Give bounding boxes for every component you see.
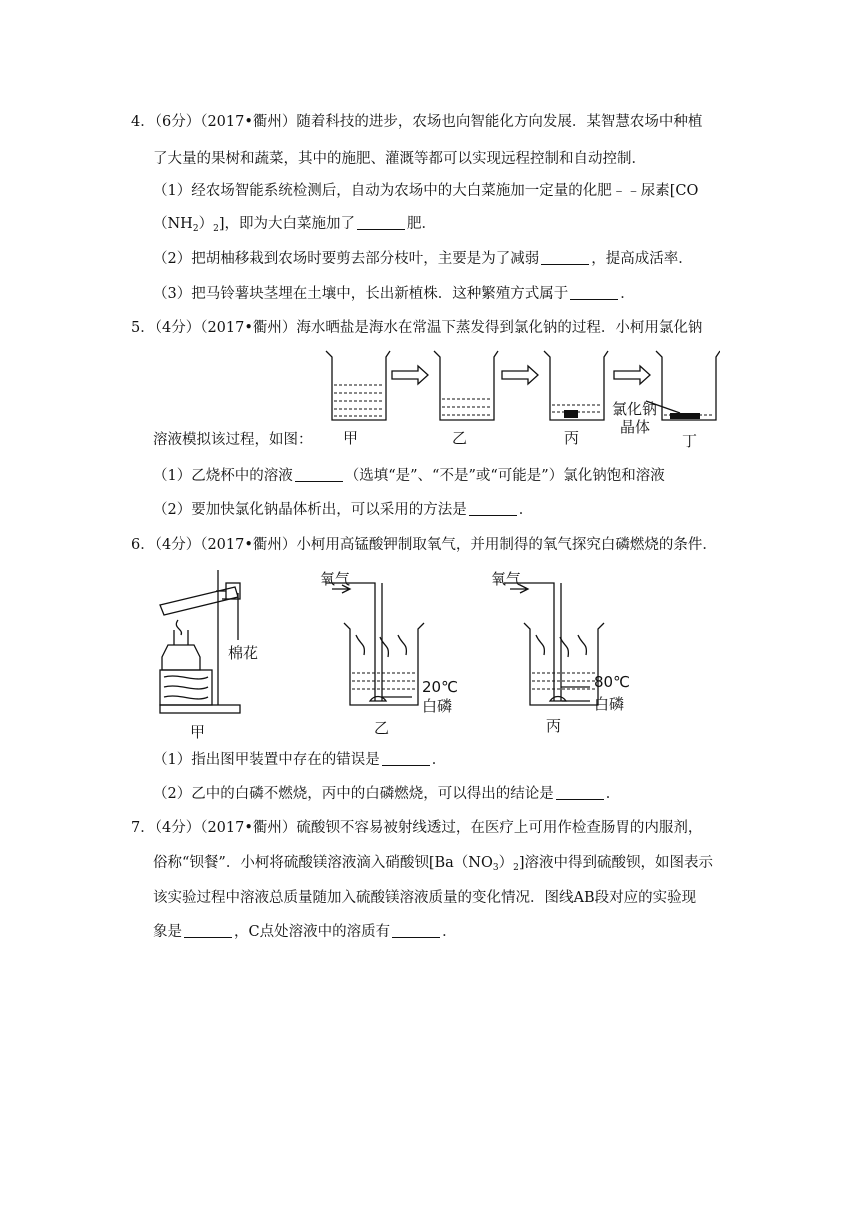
q5-label-jia: 甲 [343,429,359,447]
q6-part1: （1）指出图甲装置中存在的错误是 ． [153,752,447,768]
q5-note-crystal: 晶体 [620,418,651,436]
q5-part2: （2）要加快氯化钠晶体析出，可以采用的方法是 ． [153,502,534,518]
q5-evaporation-figure [320,345,720,455]
q6-apparatus-figure [150,565,630,730]
q6-label-yi: 乙 [374,719,390,737]
answer-blank[interactable] [295,467,343,482]
answer-blank[interactable] [184,923,232,938]
q5-label-bing: 丙 [564,429,580,447]
q5-heading: 5．（4分）（2017•衢州）海水晒盐是海水在常温下蒸发得到氯化钠的过程．小柯用氯化钠 [131,320,703,336]
q6-phosphorus-c: 白磷 [594,695,625,713]
q5-label-ding: 丁 [682,432,698,450]
answer-blank[interactable] [541,250,589,265]
q4-part2: （2）把胡柚移栽到农场时要剪去部分枝叶，主要是为了减弱 ，提高成活率． [153,251,693,267]
answer-blank[interactable] [556,785,604,800]
answer-blank[interactable] [469,501,517,516]
q4-continuation: 了大量的果树和蔬菜，其中的施肥、灌溉等都可以实现远程控制和自动控制． [153,151,646,167]
q6-heading: 6．（4分）（2017•衢州）小柯用高锰酸钾制取氧气，并用制得的氧气探究白磷燃烧的条件． [131,537,717,553]
q6-oxygen-label-c: 氧气 [491,570,522,588]
q6-phosphorus-b: 白磷 [422,697,453,715]
q5-part1: （1）乙烧杯中的溶液 （选填“是”、“不是”或“可能是”）氯化钠饱和溶液 [153,468,665,484]
q6-label-jia: 甲 [190,723,206,741]
q4-part3: （3）把马铃薯块茎埋在土壤中，长出新植株．这种繁殖方式属于 ． [153,286,635,302]
q6-temp-b: 20℃ [422,678,458,696]
q5-note-nacl: 氯化钠 [612,400,658,418]
q5-label-yi: 乙 [452,429,468,447]
q6-cotton-label: 棉花 [228,644,259,662]
answer-blank[interactable] [392,923,440,938]
q7-line3: 该实验过程中溶液总质量随加入硫酸镁溶液质量的变化情况．图线AB段对应的实验现 [153,890,697,906]
answer-blank[interactable] [570,285,618,300]
answer-blank[interactable] [382,751,430,766]
q6-label-bing: 丙 [546,717,562,735]
q4-part1-line2: $(NH_2)_2$]，即为大白菜施加了 肥． [153,216,436,234]
q4-part1-line1: （1）经农场智能系统检测后，自动为农场中的大白菜施加一定量的化肥﹣﹣尿素[CO [153,183,699,199]
q6-temp-c: 80℃ [594,673,630,691]
answer-blank[interactable] [357,215,405,230]
q7-line2: 俗称“钡餐”．小柯将硫酸镁溶液滴入硝酸钡$[Ba(NO_3)_2]$溶液中得到硫酸钡，如图表示 [153,855,713,873]
q7-line4: 象是 ，C点处溶液中的溶质有 ． [153,924,457,940]
q4-heading: 4．（6分）（2017•衢州）随着科技的进步，农场也向智能化方向发展．某智慧农场中种植 [131,114,703,130]
q5-continuation: 溶液模拟该过程，如图： [153,432,313,448]
q6-part2: （2）乙中的白磷不燃烧，丙中的白磷燃烧，可以得出的结论是 ． [153,786,621,802]
q7-heading: 7．（4分）（2017•衢州）硫酸钡不容易被射线透过，在医疗上可用作检查肠胃的内服剂， [131,820,703,836]
q6-oxygen-label-b: 氧气 [320,570,351,588]
